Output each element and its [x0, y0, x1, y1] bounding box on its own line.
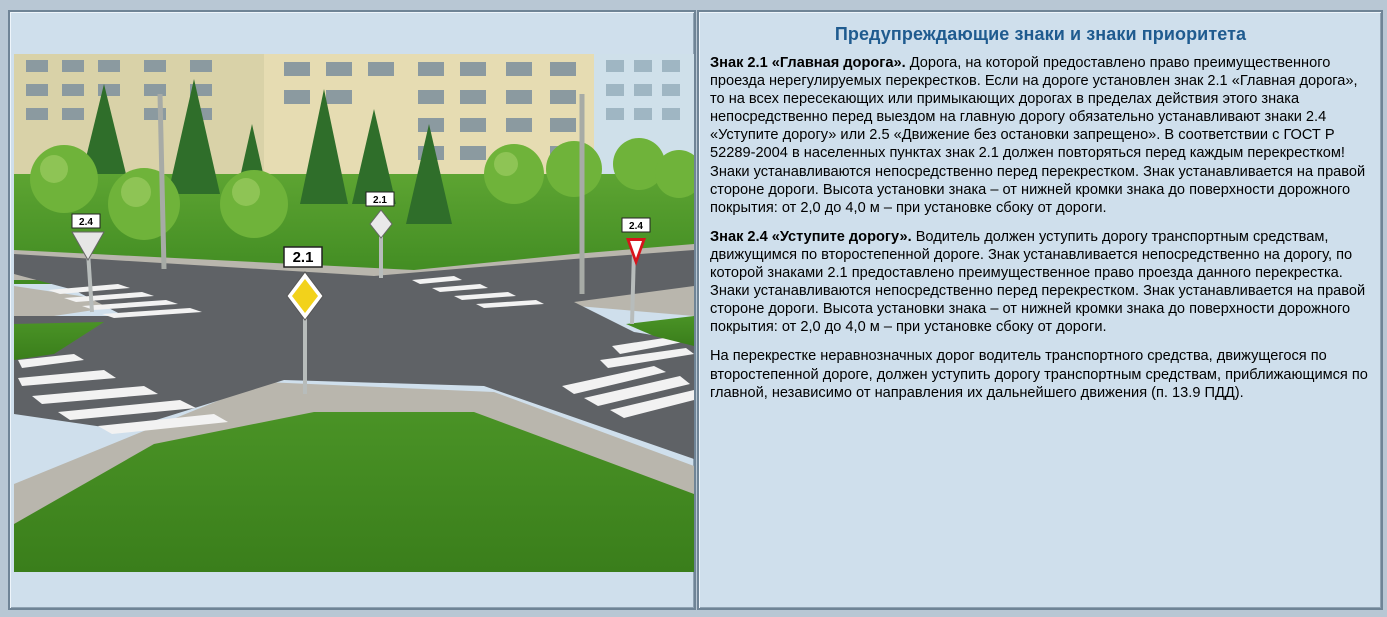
sign-label-right: 2.4: [629, 221, 643, 232]
paragraph-lead: Знак 2.4 «Уступите дорогу».: [710, 228, 912, 245]
paragraph-sign-2-1: [710, 54, 1371, 217]
paragraph-text: Дорога, на которой предоставлено право преимущественного проезда нерегулируемых перекрестков. Если на дороге установлен знак 2.1 «Главная дорога», то на всех пересекающих или примыкающих дорогах в пределах действия этого знака непосредственно перед выездом на главную дорогу обязательно устанавливают знаки 2.4 «Уступите дорогу» или 2.5 «Движение без остановки запрещено». В соответствии с ГОСТ Р 52289-2004 в населенных пунктах знак 2.1 должен повторяться перед каждым перекрестком! Знаки устанавливаются непосредственно перед перекрестком. Знак устанавливается на правой стороне дороги. Высота установки знака – от нижней кромки знака до поверхности дорожного покрытия: от 2,0 до 4,0 м – при установке сбоку от дороги.: [710, 55, 1366, 216]
paragraph-text: Водитель должен уступить дорогу транспортным средствам, движущимся по второстепенной дороге. Знак устанавливается непосредственно на дорогу, по которой знаками 2.1 предоставлено преимущественное право проезда данного перекрестка. Знаки устанавливаются непосредственно перед перекрестком. Знак устанавливается на правой стороне дороги. Высота установки знака – от нижней кромки знака до поверхности дорожного покрытия: от 2,0 до 4,0 м – при установке сбоку от дороги.: [710, 228, 1366, 336]
paragraph-text: На перекрестке неравнозначных дорог водитель транспортного средства, движущегося по второстепенной дороге, должен уступить дорогу транспортным средствам, приближающимся по главной, независимо от направления их дальнейшего движения (п. 13.9 ПДД).: [710, 348, 1368, 401]
illustration-panel: [8, 10, 696, 610]
intersection-illustration: [14, 54, 694, 572]
sign-label-left: 2.4: [79, 217, 93, 228]
text-panel: [697, 10, 1383, 610]
paragraph-lead: Знак 2.1 «Главная дорога».: [710, 55, 906, 71]
page-title: Предупреждающие знаки и знаки приоритета: [834, 24, 1247, 44]
paragraph-sign-2-4: [710, 228, 1371, 337]
paragraph-intersection-rule: [710, 347, 1371, 401]
sign-label-center: 2.1: [292, 249, 314, 266]
sign-label-far: 2.1: [373, 195, 387, 206]
